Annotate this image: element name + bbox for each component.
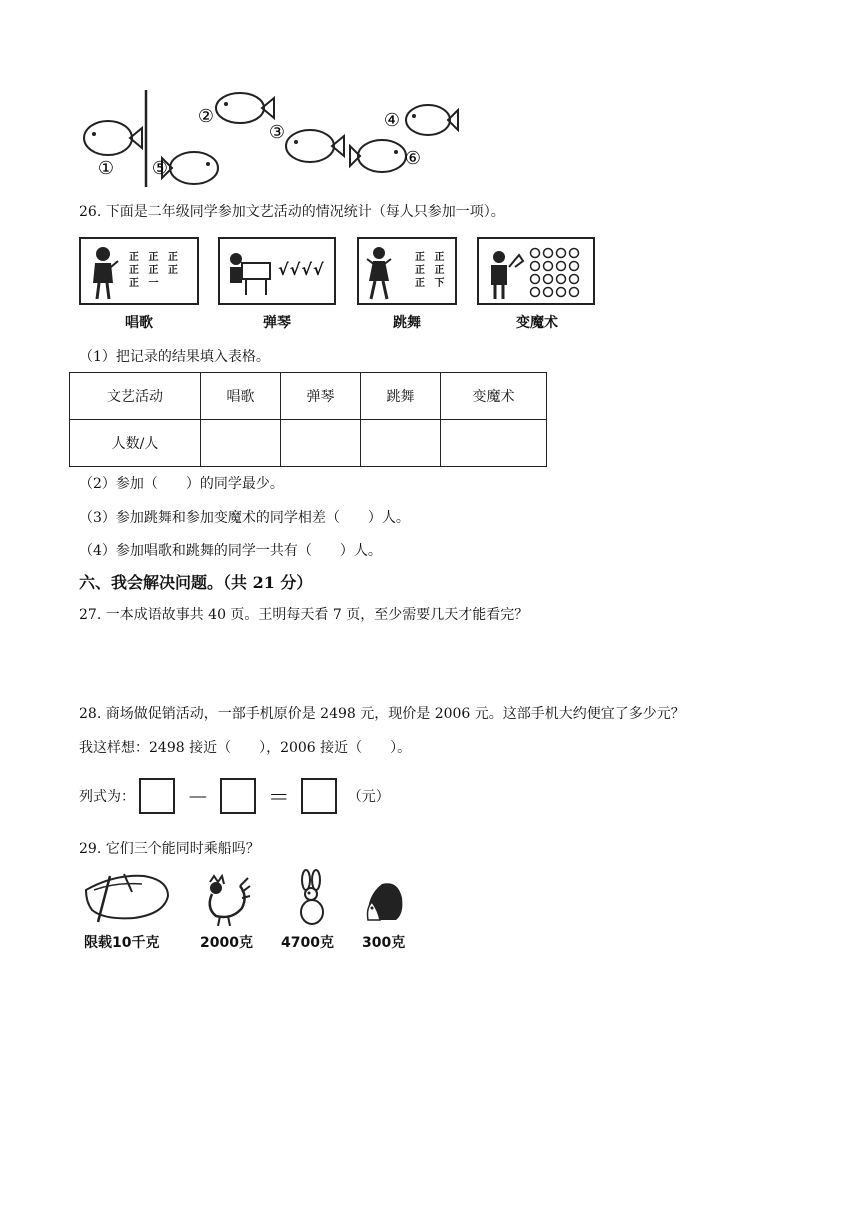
fish-6-icon (350, 140, 406, 172)
fish-1-icon (84, 121, 142, 155)
hedgehog-icon (362, 876, 406, 928)
table-header-cell: 文艺活动 (70, 373, 201, 420)
fish-label-1: ① (97, 158, 115, 179)
q26-sub3: （3）参加跳舞和参加变魔术的同学相差（ ）人。 (79, 510, 410, 526)
answer-cell-magic[interactable] (441, 420, 547, 467)
caption-dance: 跳舞 (393, 315, 421, 331)
piano-icon (226, 249, 272, 297)
q26-sub4: （4）参加唱歌和跳舞的同学一共有（ ）人。 (79, 543, 382, 559)
answer-cell-piano[interactable] (281, 420, 361, 467)
q26-sub1: （1）把记录的结果填入表格。 (79, 349, 270, 365)
rooster-weight-label: 2000克 (200, 935, 253, 951)
fish-5-icon (162, 152, 218, 184)
rabbit-weight-label: 4700克 (281, 935, 334, 951)
q26-sub2: （2）参加（ ）的同学最少。 (79, 476, 284, 492)
formula-box-3[interactable] (301, 778, 337, 814)
equals-sign: ＝ (267, 785, 290, 811)
table-header-row (70, 373, 547, 420)
formula-box-1[interactable] (139, 778, 175, 814)
fish-label-4: ④ (383, 110, 401, 131)
boat-icon (84, 870, 170, 928)
fish-2-icon (216, 93, 274, 123)
unit-label: （元） (347, 789, 390, 805)
q26-title: 26. 下面是二年级同学参加文艺活动的情况统计（每人只参加一项）。 (79, 204, 505, 220)
minus-sign: － (186, 785, 209, 811)
dancer-icon (365, 245, 395, 301)
fish-label-2: ② (197, 106, 215, 127)
record-table (69, 372, 547, 467)
magic-circle-tally (529, 247, 591, 299)
piano-tally: √√√√ (278, 260, 325, 279)
rooster-icon (200, 872, 252, 928)
fish-4-icon (406, 105, 458, 135)
table-header-cell: 唱歌 (201, 373, 281, 420)
formula-label: 列式为： (79, 789, 135, 805)
magician-icon (485, 247, 525, 299)
row-label-cell: 人数/人 (70, 420, 201, 467)
table-header-cell: 变魔术 (441, 373, 547, 420)
boat-capacity-label: 限载10千克 (84, 935, 160, 951)
fish-label-5: ⑤ (151, 158, 169, 179)
fish-label-6: ⑥ (404, 148, 422, 169)
singer-icon (89, 245, 119, 299)
table-row (70, 420, 547, 467)
caption-singing: 唱歌 (125, 315, 153, 331)
singing-tally: 正 正 正 正 正 正 正 一 (129, 252, 181, 289)
q28-formula (79, 778, 390, 814)
rabbit-icon (292, 870, 332, 928)
answer-cell-singing[interactable] (201, 420, 281, 467)
hedgehog-weight-label: 300克 (362, 935, 406, 951)
fish-label-3: ③ (268, 122, 286, 143)
caption-piano: 弹琴 (263, 315, 291, 331)
q29-text: 29. 它们三个能同时乘船吗？ (79, 841, 260, 857)
dance-panel (357, 237, 457, 305)
q28-think: 我这样想：2498 接近（ ），2006 接近（ ）。 (79, 740, 412, 756)
dance-tally: 正 正 正 正 正 下 (415, 252, 448, 289)
caption-magic: 变魔术 (516, 315, 558, 331)
formula-box-2[interactable] (220, 778, 256, 814)
section-6-heading: 六、我会解决问题。（共 21 分） (79, 573, 313, 592)
magic-panel (477, 237, 595, 305)
answer-cell-dance[interactable] (361, 420, 441, 467)
q27-text: 27. 一本成语故事共 40 页。王明每天看 7 页，至少需要几天才能看完？ (79, 607, 529, 623)
table-header-cell: 弹琴 (281, 373, 361, 420)
fish-3-icon (286, 130, 344, 162)
q28-text: 28. 商场做促销活动，一部手机原价是 2498 元，现价是 2006 元。这部手机大约便宜了多少元？ (79, 706, 685, 722)
piano-panel (218, 237, 336, 305)
fish-ordering-figure (70, 82, 470, 192)
singing-panel (79, 237, 199, 305)
table-header-cell: 跳舞 (361, 373, 441, 420)
